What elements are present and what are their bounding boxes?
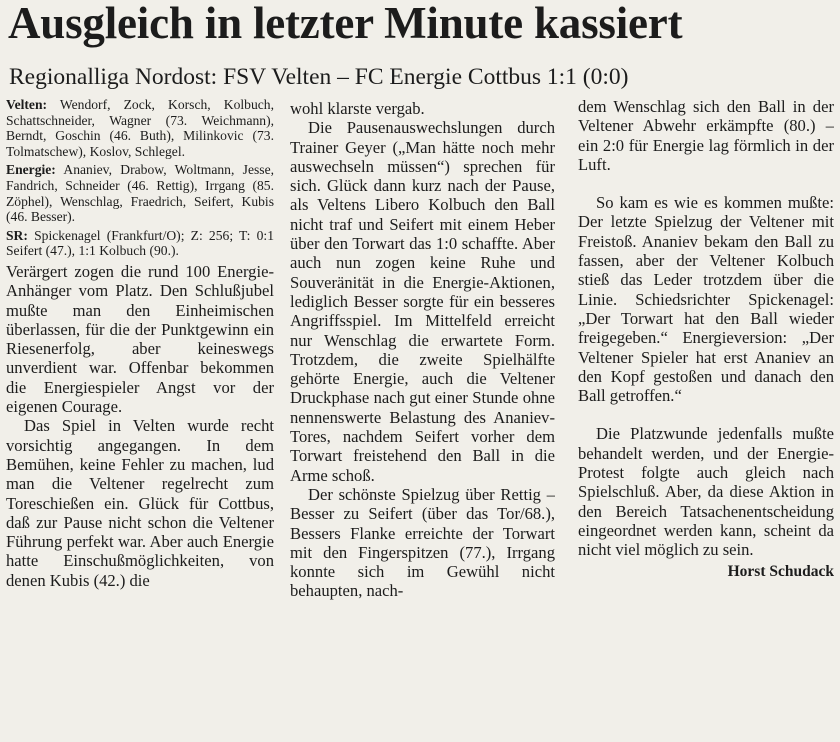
subheadline: Regionalliga Nordost: FSV Velten – FC Energie Cottbus 1:1 (0:0) <box>9 64 629 90</box>
paragraph: So kam es wie es kommen mußte: Der letzte Spielzug der Veltener mit Freistoß. Ananiev bekam den Ball zu fassen, aber der Veltener Kolbuch stieß das Leder trotzdem über die Linie. Schiedsrichter Spickenagel: „Der Torwart hat den Ball wieder freigegeben.“ Energieversion: „Der Veltener Spieler hat erst Ananiev an den Kopf gestoßen und danach den Ball getroffen.“ <box>578 193 834 406</box>
lineup-label: SR: <box>6 227 28 243</box>
lineup-text: Spickenagel (Frankfurt/O); Z: 256; T: 0:1 Seifert (47.), 1:1 Kolbuch (90.). <box>6 227 274 259</box>
headline: Ausgleich in letzter Minute kassiert <box>8 0 683 48</box>
lineup-text: Wendorf, Zock, Korsch, Kolbuch, Schattschneider, Wagner (73. Weichmann), Berndt, Goschin (46. Buth), Milinkovic (73. Tolmatschew), Koslov, Schlegel. <box>6 97 274 159</box>
lineup-label: Energie: <box>6 162 56 178</box>
paragraph: Verärgert zogen die rund 100 Energie-Anhänger vom Platz. Den Schlußjubel mußte man den Einheimischen überlassen, für die der Punktgewinn ein Riesenerfolg, aber keineswegs unverdient war. Offenbar bekommen die Energiespieler Angst vor der eigenen Courage. <box>6 261 274 417</box>
paragraph: dem Wenschlag sich den Ball in der Veltener Abwehr erkämpfte (80.) – ein 2:0 für Energie lag förmlich in der Luft. <box>578 97 834 174</box>
article-column-1 <box>6 97 274 742</box>
author-byline: Horst Schudack <box>727 562 834 580</box>
article-column-3 <box>578 97 834 742</box>
lineup-label: Velten: <box>6 97 48 112</box>
article-column-2 <box>290 99 555 742</box>
lineup-velten <box>6 97 274 159</box>
paragraph: wohl klarste vergab. <box>290 99 425 118</box>
paragraph: Der schönste Spielzug über Rettig – Besser zu Seifert (über das Tor/68.), Bessers Flanke erreichte der Torwart mit den Fingerspitzen (77.), Irrgang konnte sich im Gewühl nicht behaupten, nach- <box>290 484 555 601</box>
lineup-text: Ananiev, Drabow, Woltmann, Jesse, Fandrich, Schneider (46. Rettig), Irrgang (85. Zöphel), Wenschlag, Fraedrich, Seifert, Kubis (46. Besser). <box>6 162 274 225</box>
match-facts <box>6 228 274 259</box>
paragraph: Das Spiel in Velten wurde recht vorsichtig angegangen. In dem Bemühen, keine Fehler zu machen, lud man die Veltener regelrecht zum Toreschießen ein. Glück für Cottbus, daß zur Pause nicht schon die Veltener Führung perfekt war. Aber auch Energie hatte Einschußmöglichkeiten, von denen Kubis (42.) die <box>6 416 274 590</box>
lineup-energie <box>6 162 274 224</box>
paragraph: Die Pausenauswechslungen durch Trainer Geyer („Man hätte noch mehr auswechseln müssen“) sprechen für sich. Glück dann kurz nach der Pause, als Veltens Libero Kolbuch den Ball nicht traf und Seifert mit einem Heber über den Torwart das 1:0 schaffte. Aber auch nun zogen keine Ruhe und Souveränität in die Energie-Aktionen, lediglich Besser sorgte für ein besseres Angriffsspiel. Im Mittelfeld erreicht nur Wenschlag die erwartete Form. Trotzdem, die zweite Spielhälfte gehörte Energie, auch die Veltener Druckphase nach gut einer Stunde ohne nennenswerte Belastung des Ananiev-Tores, nachdem Seifert vorher dem Torwart freistehend den Ball in die Arme schoß. <box>290 118 555 485</box>
paragraph: Die Platzwunde jedenfalls mußte behandelt werden, und der Energie-Protest folgte auch gleich nach Spielschluß. Aber, da diese Aktion in den Bereich Tatsachenentscheidung eingeordnet werden kann, scheint da nicht viel möglich zu sein. <box>578 424 834 560</box>
